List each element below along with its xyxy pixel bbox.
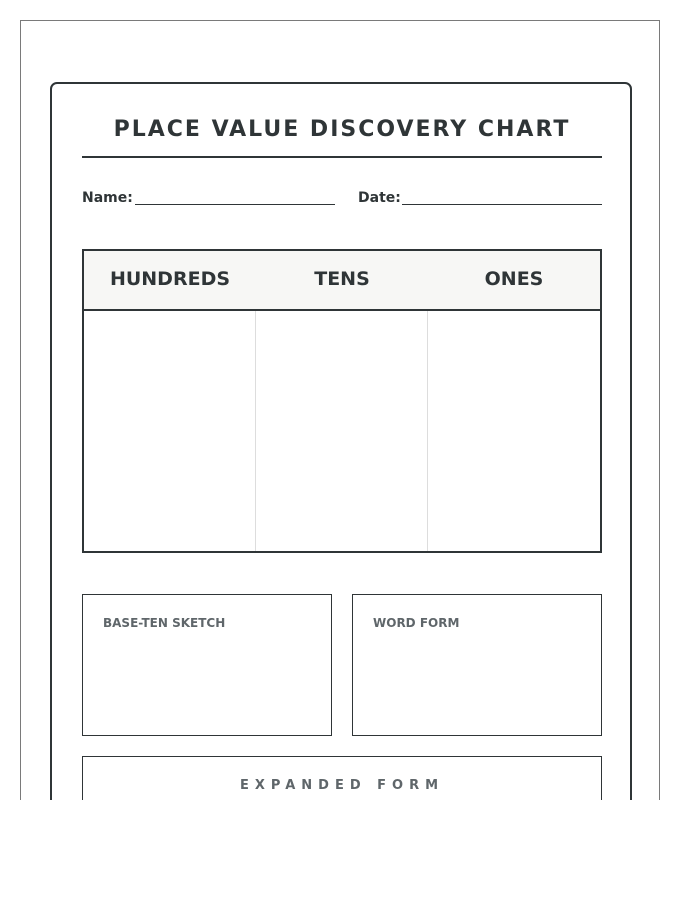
tens-column-header: TENS (314, 268, 370, 290)
ones-column-header: ONES (484, 268, 544, 290)
word-form-box[interactable] (352, 594, 602, 736)
ones-work-area[interactable] (428, 311, 599, 551)
date-field (358, 190, 602, 212)
name-write-line[interactable] (135, 204, 335, 205)
name-label: Name: (82, 190, 133, 206)
worksheet-card (50, 82, 632, 800)
tens-work-area[interactable] (256, 311, 427, 551)
hundreds-work-area[interactable] (84, 311, 255, 551)
worksheet-title: PLACE VALUE DISCOVERY CHART (113, 117, 571, 142)
word-form-label: WORD FORM (373, 616, 460, 630)
expanded-form-box[interactable] (82, 756, 602, 800)
place-value-table-header (84, 251, 600, 311)
page-frame (20, 20, 660, 800)
place-value-table (82, 249, 602, 553)
hundreds-column-header: HUNDREDS (109, 268, 231, 290)
name-field (82, 190, 336, 212)
expanded-form-label: EXPANDED FORM (239, 778, 445, 793)
date-label: Date: (358, 190, 401, 206)
base-ten-sketch-box[interactable] (82, 594, 332, 736)
title-divider (82, 156, 602, 158)
date-write-line[interactable] (402, 204, 602, 205)
base-ten-sketch-label: BASE-TEN SKETCH (103, 616, 226, 630)
